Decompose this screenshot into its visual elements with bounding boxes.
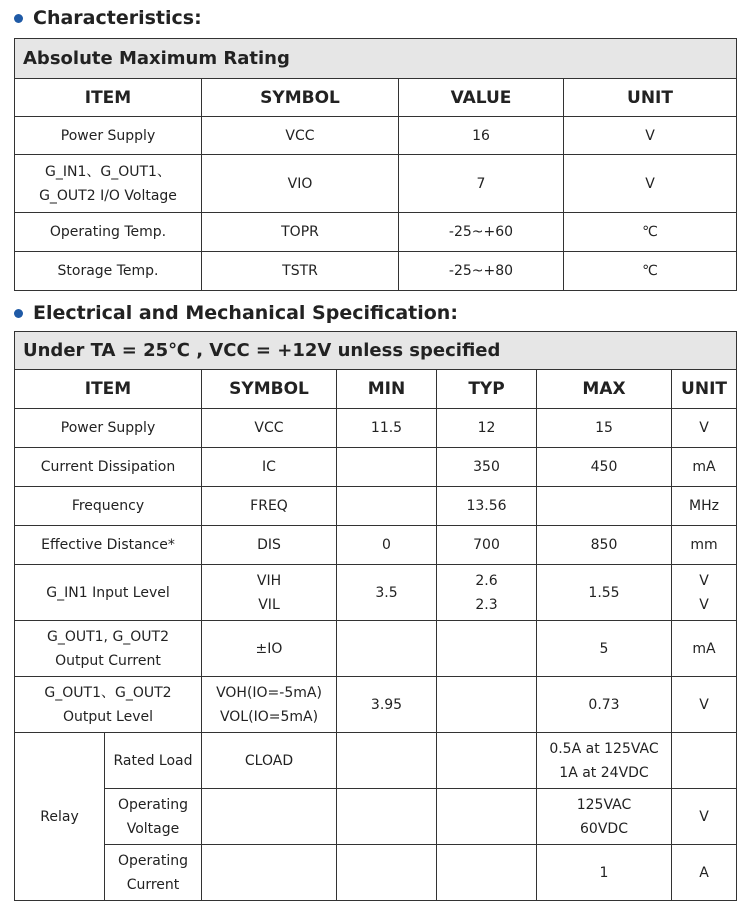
cell-subitem xyxy=(105,789,202,845)
electrical-title-text: Electrical and Mechanical Specification: xyxy=(33,302,458,324)
cell-unit xyxy=(672,733,737,789)
cell-item: Operating Temp. xyxy=(15,213,202,252)
table-row xyxy=(15,213,737,252)
cell-item-line1: G_IN1、G_OUT1、 xyxy=(45,163,171,180)
cell-unit: A xyxy=(672,845,737,901)
cell-symbol: CLOAD xyxy=(202,733,337,789)
cell-unit: mA xyxy=(672,448,737,487)
bullet-icon xyxy=(14,14,23,23)
cell-typ xyxy=(437,565,537,621)
cell-min: 11.5 xyxy=(337,409,437,448)
table-row xyxy=(15,155,737,213)
relay-label: Relay xyxy=(15,733,105,901)
cell-item-line2: G_OUT2 I/O Voltage xyxy=(39,187,177,204)
cell-subitem xyxy=(105,845,202,901)
col-header-unit: UNIT xyxy=(564,79,737,117)
cell-typ xyxy=(437,677,537,733)
cell-symbol-line2: VOL(IO=5mA) xyxy=(219,708,319,725)
cell-item: Frequency xyxy=(15,487,202,526)
cell-unit-line2: V xyxy=(699,596,709,613)
cell-max: 5 xyxy=(537,621,672,677)
cell-max: 15 xyxy=(537,409,672,448)
cell-symbol: TSTR xyxy=(202,252,399,291)
cell-min xyxy=(337,789,437,845)
cell-typ xyxy=(437,789,537,845)
cell-symbol-line1: VOH(IO=-5mA) xyxy=(216,684,322,701)
cell-item xyxy=(15,621,202,677)
cell-symbol: FREQ xyxy=(202,487,337,526)
cell-unit: mA xyxy=(672,621,737,677)
characteristics-title-text: Characteristics: xyxy=(33,7,202,29)
cell-value: 16 xyxy=(399,117,564,155)
cell-unit: MHz xyxy=(672,487,737,526)
cell-unit: V xyxy=(672,409,737,448)
cell-symbol-line1: VIH xyxy=(256,572,282,589)
cell-symbol: ±IO xyxy=(202,621,337,677)
cell-item: Power Supply xyxy=(15,409,202,448)
cell-item-line1: G_OUT1、G_OUT2 xyxy=(44,684,172,701)
cell-max-line1: 125VAC xyxy=(576,796,632,813)
cell-value: -25~+80 xyxy=(399,252,564,291)
cell-typ-line2: 2.3 xyxy=(475,596,498,613)
cell-max xyxy=(537,789,672,845)
cell-item: Effective Distance* xyxy=(15,526,202,565)
table-row xyxy=(15,526,737,565)
cell-max: 850 xyxy=(537,526,672,565)
cell-value: -25~+60 xyxy=(399,213,564,252)
cell-item xyxy=(15,677,202,733)
cell-item-line2: Output Current xyxy=(55,652,161,669)
cell-max xyxy=(537,733,672,789)
cell-unit xyxy=(672,565,737,621)
cell-max: 450 xyxy=(537,448,672,487)
cell-unit: ℃ xyxy=(564,252,737,291)
cell-unit: V xyxy=(672,677,737,733)
cell-max: 1 xyxy=(537,845,672,901)
cell-typ xyxy=(437,733,537,789)
cell-min: 3.5 xyxy=(337,565,437,621)
cell-typ: 350 xyxy=(437,448,537,487)
cell-min xyxy=(337,487,437,526)
cell-typ: 12 xyxy=(437,409,537,448)
table-row xyxy=(15,845,737,901)
cell-unit-line1: V xyxy=(699,572,709,589)
cell-max-line2: 1A at 24VDC xyxy=(559,764,649,781)
cell-symbol xyxy=(202,677,337,733)
cell-item: Power Supply xyxy=(15,117,202,155)
cell-unit: V xyxy=(672,789,737,845)
col-header-min: MIN xyxy=(337,370,437,409)
cell-typ xyxy=(437,621,537,677)
cell-max: 1.55 xyxy=(537,565,672,621)
cell-symbol: VIO xyxy=(202,155,399,213)
cell-max: 0.73 xyxy=(537,677,672,733)
cell-value: 7 xyxy=(399,155,564,213)
cell-item: Storage Temp. xyxy=(15,252,202,291)
cell-symbol: VCC xyxy=(202,409,337,448)
cell-symbol: TOPR xyxy=(202,213,399,252)
cell-item-line2: Output Level xyxy=(62,708,154,725)
cell-item: Current Dissipation xyxy=(15,448,202,487)
col-header-symbol: SYMBOL xyxy=(202,79,399,117)
cell-item xyxy=(15,155,202,213)
table-row xyxy=(15,621,737,677)
cell-subitem-line1: Operating xyxy=(118,852,188,869)
bullet-icon xyxy=(14,309,23,318)
cell-symbol: DIS xyxy=(202,526,337,565)
cell-unit: ℃ xyxy=(564,213,737,252)
cell-min xyxy=(337,845,437,901)
col-header-item: ITEM xyxy=(15,79,202,117)
cell-symbol xyxy=(202,845,337,901)
cell-subitem: Rated Load xyxy=(105,733,202,789)
cell-max xyxy=(537,487,672,526)
cell-min: 3.95 xyxy=(337,677,437,733)
electrical-title xyxy=(14,300,458,326)
cell-min xyxy=(337,733,437,789)
cell-symbol xyxy=(202,565,337,621)
cell-subitem-line2: Current xyxy=(126,876,180,893)
cell-symbol xyxy=(202,789,337,845)
table-row xyxy=(15,448,737,487)
table-row xyxy=(15,789,737,845)
col-header-value: VALUE xyxy=(399,79,564,117)
table-row xyxy=(15,409,737,448)
col-header-item: ITEM xyxy=(15,370,202,409)
cell-typ: 700 xyxy=(437,526,537,565)
table-row xyxy=(15,565,737,621)
table-row xyxy=(15,487,737,526)
cell-typ xyxy=(437,845,537,901)
electrical-spec-table xyxy=(14,331,737,901)
cell-item-line1: G_OUT1, G_OUT2 xyxy=(46,628,170,645)
cell-subitem-line2: Voltage xyxy=(126,820,180,837)
cell-min xyxy=(337,448,437,487)
table-row xyxy=(15,117,737,155)
table-row xyxy=(15,733,737,789)
cell-unit: V xyxy=(564,155,737,213)
cell-typ: 13.56 xyxy=(437,487,537,526)
characteristics-title xyxy=(14,6,202,30)
cell-max-line1: 0.5A at 125VAC xyxy=(549,740,659,757)
cell-max-line2: 60VDC xyxy=(580,820,628,837)
cell-typ-line1: 2.6 xyxy=(475,572,498,589)
cell-symbol: IC xyxy=(202,448,337,487)
table-row xyxy=(15,677,737,733)
cell-item: G_IN1 Input Level xyxy=(15,565,202,621)
absolute-max-rating-table xyxy=(14,38,737,291)
table-row xyxy=(15,252,737,291)
col-header-unit: UNIT xyxy=(672,370,737,409)
cell-min: 0 xyxy=(337,526,437,565)
cell-symbol: VCC xyxy=(202,117,399,155)
cell-subitem-line1: Operating xyxy=(118,796,188,813)
table-banner: Under TA = 25℃ , VCC = +12V unless specified xyxy=(15,332,737,370)
cell-min xyxy=(337,621,437,677)
cell-unit: V xyxy=(564,117,737,155)
cell-symbol-line2: VIL xyxy=(258,596,280,613)
col-header-typ: TYP xyxy=(437,370,537,409)
cell-unit: mm xyxy=(672,526,737,565)
col-header-max: MAX xyxy=(537,370,672,409)
table-banner: Absolute Maximum Rating xyxy=(15,39,737,79)
col-header-symbol: SYMBOL xyxy=(202,370,337,409)
